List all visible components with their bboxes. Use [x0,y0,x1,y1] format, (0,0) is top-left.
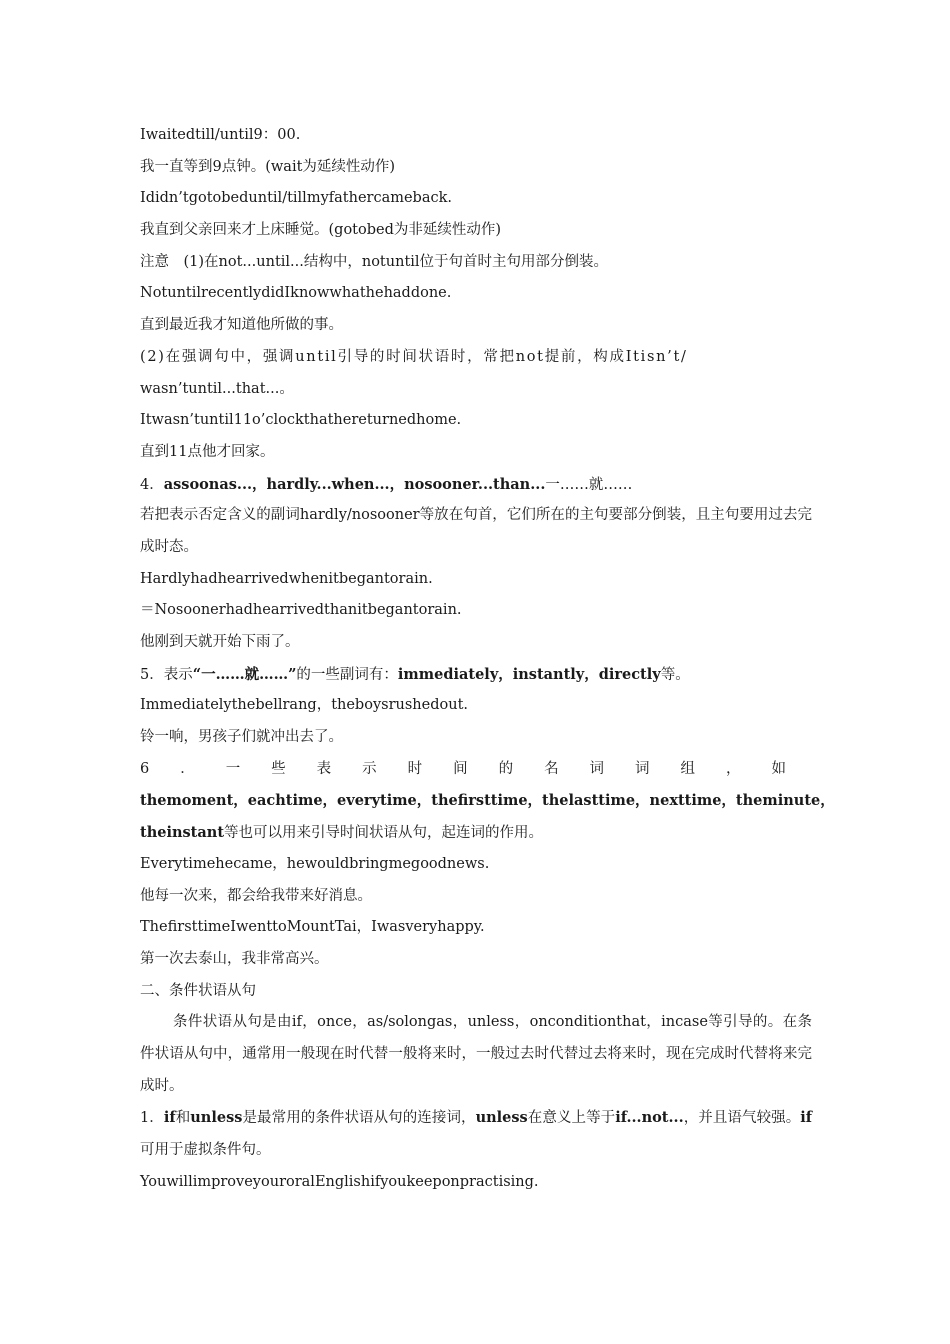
item-text: 的一些副词有： [296,666,398,683]
translation: 他每一次来，都会给我带来好消息。 [140,887,372,904]
item-text: 表示 [163,666,193,683]
example-sentence: YouwillimproveyouroralEnglishifyoukeeponpractising. [140,1173,539,1190]
document-page [140,120,835,1198]
translation: 他刚到天就开始下雨了。 [140,634,300,651]
item-number: 1． [140,1110,164,1127]
example-sentence: Immediatelythebellrang，theboysrushedout. [140,697,468,714]
item-meaning: 一……就…… [545,476,633,493]
translation: 直到11点他才回家。 [140,443,275,460]
item-4-heading [140,469,812,501]
item-6-heading: 6．一些表示时间的名词词组，如 [140,760,812,777]
item-keywords: if [163,1109,176,1127]
translation: 铃一响，男孩子们就冲出去了。 [140,729,343,746]
item-text: 和 [175,1110,191,1127]
example-sentence: ＝Nosoonerhadhearrivedthanitbegantorain. [140,602,462,619]
item-keywords: immediately，instantly，directly [397,665,661,683]
note-line: (2)在强调句中，强调until引导的时间状语时，常把not提前，构成Itisn’t/ [140,348,688,365]
item-4-explanation: 若把表示否定含义的副词hardly/nosooner等放在句首，它们所在的主句要部分倒装，且主句要用过去完成时态。 [140,507,812,555]
translation: 直到最近我才知道他所做的事。 [140,317,343,334]
item-1-paragraph [140,1102,812,1166]
example-sentence: Ididn’tgotobeduntil/tillmyfathercameback. [140,190,452,207]
item-text: ，并且语气较强。 [683,1110,801,1127]
section-heading: 二、条件状语从句 [140,982,256,999]
item-keywords: unless [190,1109,243,1127]
item-text: 可用于虚拟条件句。 [140,1142,271,1159]
item-keywords: unless [475,1109,528,1127]
item-number: 5． [140,666,164,683]
section-paragraph: 条件状语从句是由if，once，as/solongas，unless，onconditionthat，incase等引导的。在条件状语从句中，通常用一般现在时代替一般将来时，一般过去时代替过去将来时，现在完成时代替将来完成时。 [140,1014,812,1094]
translation: 我一直等到9点钟。(wait为延续性动作) [140,158,396,175]
note-line: wasn’tuntil...that...。 [140,380,294,397]
item-keywords: theinstant [140,824,225,842]
item-keywords: if [800,1109,813,1127]
example-sentence: ThefirsttimeIwenttoMountTai，Iwasveryhappy. [140,919,485,936]
item-5-heading [140,659,812,691]
item-text: 在意义上等于 [527,1110,616,1127]
item-6-keywords [140,785,835,817]
example-sentence: Itwasn’tuntil11o’clockthathereturnedhome. [140,412,462,429]
translation: 我直到父亲回来才上床睡觉。(gotobed为非延续性动作) [140,222,502,239]
example-sentence: Everytimehecame，hewouldbringmegoodnews. [140,855,490,872]
example-sentence: NotuntilrecentlydidIknowwhathehaddone. [140,285,452,302]
item-number: 4． [140,476,164,493]
item-text: 等也可以用来引导时间状语从句，起连词的作用。 [224,825,544,842]
note: 注意 (1)在not...until...结构中，notuntil位于句首时主句用部分倒装。 [140,253,609,270]
example-sentence: Iwaitedtill/until9：00. [140,127,301,143]
item-text: 等。 [660,666,690,683]
example-sentence: Hardlyhadhearrivedwhenitbegantorain. [140,570,433,587]
item-keywords: “一……就……” [192,665,297,683]
translation: 第一次去泰山，我非常高兴。 [140,950,329,967]
item-keywords: if...not... [615,1109,684,1127]
item-text: 是最常用的条件状语从句的连接词， [242,1110,476,1127]
item-6-continuation [140,817,812,849]
item-keywords: assoonas...，hardly...when...，nosooner...than... [163,475,546,493]
item-keywords: themoment，eachtime，everytime，thefirsttime，thelasttime，nexttime，theminute， [140,792,835,810]
